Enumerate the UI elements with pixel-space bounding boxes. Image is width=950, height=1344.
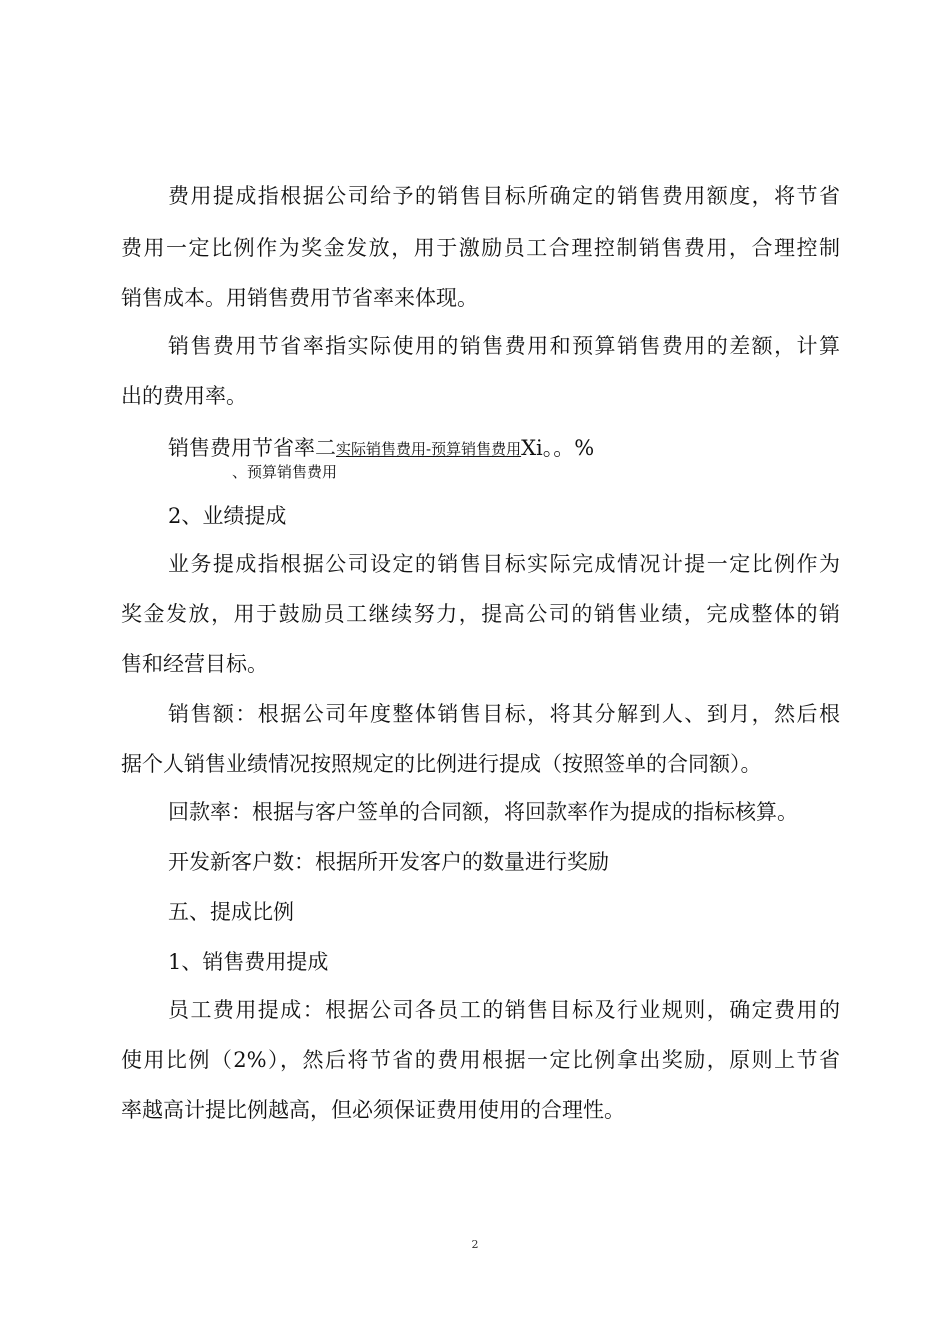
formula bbox=[168, 434, 594, 463]
paragraph-6: 开发新客户数：根据所开发客户的数量进行奖励 bbox=[168, 850, 609, 874]
paragraph-3-line-2: 奖金发放，用于鼓励员工继续努力，提高公司的销售业绩，完成整体的销 bbox=[121, 602, 840, 626]
formula-denominator: 、预算销售费用 bbox=[232, 463, 338, 481]
paragraph-7-line-3: 率越高计提比例越高，但必须保证费用使用的合理性。 bbox=[121, 1098, 625, 1122]
formula-label: 销售费用节省率二 bbox=[168, 436, 336, 460]
paragraph-2-line-1: 销售费用节省率指实际使用的销售费用和预算销售费用的差额，计算 bbox=[168, 334, 840, 358]
formula-suffix: Xi。。% bbox=[521, 436, 595, 460]
heading-performance-commission: 2、业绩提成 bbox=[168, 504, 287, 528]
paragraph-4-line-1: 销售额：根据公司年度整体销售目标，将其分解到人、到月，然后根 bbox=[168, 702, 840, 726]
paragraph-3-line-1: 业务提成指根据公司设定的销售目标实际完成情况计提一定比例作为 bbox=[168, 552, 840, 576]
page-number: 2 bbox=[471, 1238, 479, 1251]
paragraph-5: 回款率：根据与客户签单的合同额，将回款率作为提成的指标核算。 bbox=[168, 800, 798, 824]
paragraph-1-line-2: 费用一定比例作为奖金发放，用于激励员工合理控制销售费用，合理控制 bbox=[121, 236, 840, 260]
paragraph-7-line-2: 使用比例（2%），然后将节省的费用根据一定比例拿出奖励，原则上节省 bbox=[121, 1048, 840, 1072]
paragraph-2-line-2: 出的费用率。 bbox=[121, 384, 247, 408]
paragraph-3-line-3: 售和经营目标。 bbox=[121, 652, 268, 676]
paragraph-1-line-1: 费用提成指根据公司给予的销售目标所确定的销售费用额度，将节省 bbox=[168, 184, 840, 208]
paragraph-7-line-1: 员工费用提成：根据公司各员工的销售目标及行业规则，确定费用的 bbox=[168, 998, 840, 1022]
paragraph-4-line-2: 据个人销售业绩情况按照规定的比例进行提成（按照签单的合同额）。 bbox=[121, 752, 762, 776]
heading-commission-ratio: 五、提成比例 bbox=[168, 900, 294, 924]
paragraph-1-line-3: 销售成本。用销售费用节省率来体现。 bbox=[121, 286, 478, 310]
heading-sales-expense-commission: 1、销售费用提成 bbox=[168, 950, 329, 974]
formula-numerator: 实际销售费用-预算销售费用 bbox=[336, 440, 522, 458]
